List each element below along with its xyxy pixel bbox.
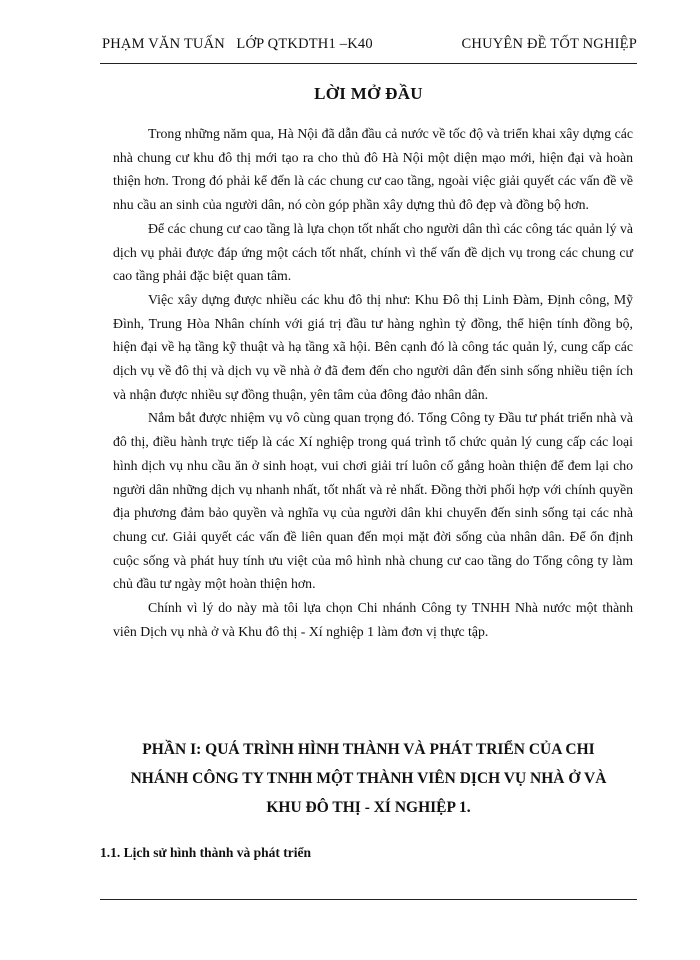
section-heading — [100, 735, 637, 822]
paragraph-3: Việc xây dựng được nhiều các khu đô thị như: Khu Đô thị Linh Đàm, Định công, Mỹ Đình, Trung Hòa Nhân chính với giá trị đầu tư hàng nghìn tỷ đồng, thể hiện tính đồng bộ, hiện đại về hạ tầng kỹ thuật và hạ tầng xã hội. Bên cạnh đó là công tác quản lý, cung cấp các dịch vụ về đô thị và dịch vụ về nhà ở đã đem đến cho người dân đến sinh sống nhiều tiện ích và nhận được nhiều sự đồng thuận, yên tâm của đông đảo nhân dân. — [113, 291, 633, 402]
body-text — [113, 122, 633, 643]
subsection-heading: 1.1. Lịch sử hình thành và phát triển — [100, 845, 312, 860]
section-heading-line-1: PHẦN I: QUÁ TRÌNH HÌNH THÀNH VÀ PHÁT TRIỂN CỦA CHI — [142, 741, 595, 758]
header-rule — [100, 63, 637, 64]
header-author: PHẠM VĂN TUẤN LỚP QTKDTH1 –K40 — [102, 36, 373, 52]
paragraph-2: Để các chung cư cao tầng là lựa chọn tốt nhất cho người dân thì các công tác quản lý và dịch vụ phải được đáp ứng một cách tốt nhất, chính vì thế vấn đề dịch vụ trong các chung cư cao tầng phải đặc biệt quan tâm. — [113, 220, 633, 284]
page-title: LỜI MỞ ĐẦU — [314, 84, 423, 103]
footer-rule — [100, 899, 637, 900]
header-doc-type: CHUYÊN ĐỀ TỐT NGHIỆP — [461, 36, 637, 52]
section-heading-line-3: KHU ĐÔ THỊ - XÍ NGHIỆP 1. — [266, 799, 471, 816]
paragraph-1: Trong những năm qua, Hà Nội đã dẫn đầu cả nước về tốc độ và triển khai xây dựng các nhà chung cư khu đô thị mới tạo ra cho thủ đô Hà Nội một diện mạo mới, hiện đại và hoàn thiện hơn. Trong đó phải kể đến là các chung cư cao tầng, ngoài việc giải quyết các vấn đề về nhu cầu an sinh của người dân, nó còn góp phần xây dựng thủ đô đẹp và đồng bộ hơn. — [113, 126, 633, 213]
paragraph-4: Nắm bắt được nhiệm vụ vô cùng quan trọng đó. Tổng Công ty Đầu tư phát triển nhà và đô thị, điều hành trực tiếp là các Xí nghiệp trong quá trình tổ chức quản lý cung cấp các loại hình dịch vụ nhu cầu ăn ở sinh hoạt, vui chơi giải trí luôn cố gắng hoàn thiện để đem lại cho người dân những dịch vụ nhanh nhất, tốt nhất và rẻ nhất. Đồng thời phối hợp với chính quyền địa phương đảm bảo quyền và nghĩa vụ của người dân khi chuyển đến sinh sống tại các nhà chung cư. Giải quyết các vấn đề liên quan đến mọi mặt đời sống của nhân dân. Để ổn định cuộc sống và phát huy tính ưu việt của mô hình nhà chung cư cao tầng do Tổng công ty làm chủ đầu tư ngày một hoàn thiện hơn. — [113, 410, 633, 592]
paragraph-5: Chính vì lý do này mà tôi lựa chọn Chi nhánh Công ty TNHH Nhà nước một thành viên Dịch vụ nhà ở và Khu đô thị - Xí nghiệp 1 làm đơn vị thực tập. — [113, 600, 633, 639]
page-header — [102, 36, 637, 53]
section-heading-line-2: NHÁNH CÔNG TY TNHH MỘT THÀNH VIÊN DỊCH VỤ NHÀ Ở VÀ — [130, 770, 607, 787]
